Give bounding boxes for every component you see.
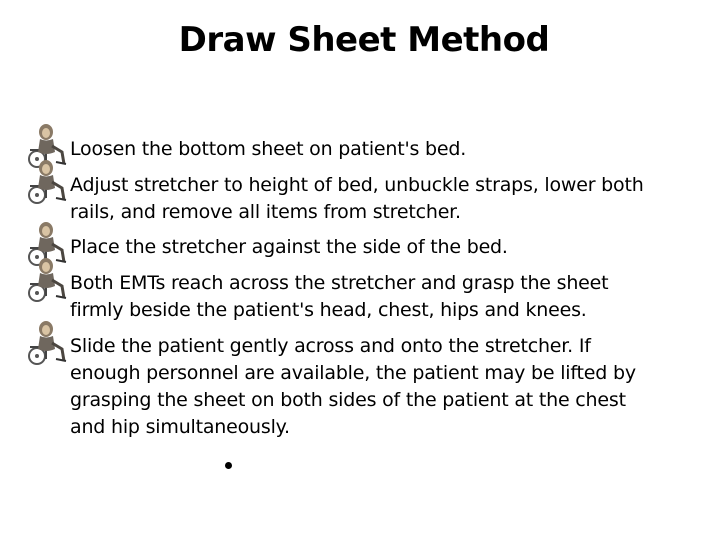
bullet-line: Slide the patient gently across and onto the stretcher. If (70, 335, 591, 357)
bullet-line: grasping the sheet on both sides of the patient at the chest (70, 389, 626, 411)
bullet-line: Both EMTs reach across the stretcher and grasp the sheet (70, 272, 609, 294)
emt-figure-wheelchair-icon (24, 256, 68, 302)
bullet-item (70, 333, 720, 441)
emt-figure-wheelchair-icon (24, 158, 68, 204)
bullet-item (70, 136, 720, 163)
bullet-line: firmly beside the patient's head, chest, hips and knees. (70, 299, 587, 321)
bullet-item (70, 234, 720, 261)
bullet-line: Place the stretcher against the side of the bed. (70, 236, 508, 258)
bullet-line: Loosen the bottom sheet on patient's bed. (70, 138, 467, 160)
slide-title: Draw Sheet Method (178, 20, 550, 60)
empty-bullet-dot (225, 462, 232, 469)
bullet-item (70, 270, 720, 324)
bullet-line: Adjust stretcher to height of bed, unbuckle straps, lower both (70, 174, 644, 196)
bullet-line: and hip simultaneously. (70, 416, 290, 438)
bullet-line: enough personnel are available, the patient may be lifted by (70, 362, 636, 384)
bullet-item (70, 172, 720, 226)
bullet-line: rails, and remove all items from stretcher. (70, 201, 461, 223)
emt-figure-wheelchair-icon (24, 319, 68, 365)
